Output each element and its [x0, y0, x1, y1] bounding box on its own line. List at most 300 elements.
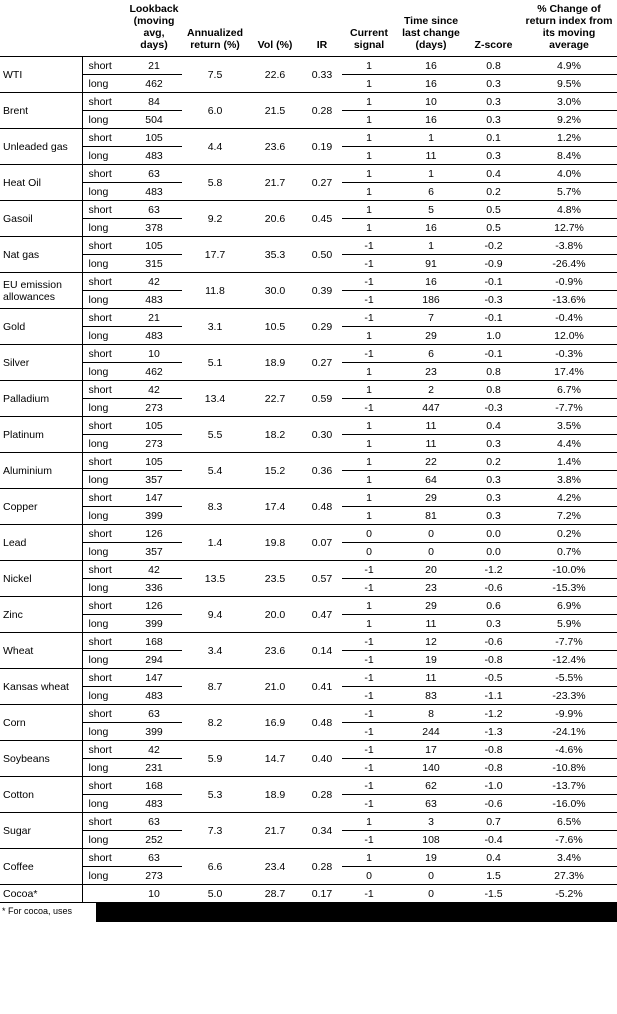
- instrument-name: Aluminium: [0, 453, 82, 489]
- term-label-long: long: [82, 759, 126, 777]
- pct-change-short: -0.3%: [521, 345, 617, 363]
- pct-change-short: 3.0%: [521, 93, 617, 111]
- col-header-lookback: Lookback (moving avg, days): [126, 0, 182, 57]
- lookback-long: 336: [126, 579, 182, 597]
- z-score-short: 0.3: [466, 489, 521, 507]
- pct-change-short: -10.0%: [521, 561, 617, 579]
- current-signal-long: 0: [342, 867, 396, 885]
- time-since-change-long: 11: [396, 615, 466, 633]
- instrument-name: Wheat: [0, 633, 82, 669]
- annualized-return: 13.4: [182, 381, 248, 417]
- lookback-short: 42: [126, 741, 182, 759]
- pct-change-long: 27.3%: [521, 867, 617, 885]
- term-label-long: long: [82, 507, 126, 525]
- instrument-name: Heat Oil: [0, 165, 82, 201]
- z-score-short: 0.1: [466, 129, 521, 147]
- vol: 16.9: [248, 705, 302, 741]
- pct-change-short: 4.2%: [521, 489, 617, 507]
- term-label-long: long: [82, 219, 126, 237]
- current-signal-short: 1: [342, 57, 396, 75]
- ir: 0.30: [302, 417, 342, 453]
- z-score-long: 0.3: [466, 111, 521, 129]
- lookback-long: 273: [126, 435, 182, 453]
- pct-change-long: -15.3%: [521, 579, 617, 597]
- time-since-change-long: 83: [396, 687, 466, 705]
- current-signal-long: -1: [342, 579, 396, 597]
- pct-change-long: 12.7%: [521, 219, 617, 237]
- pct-change-short: -9.9%: [521, 705, 617, 723]
- vol: 15.2: [248, 453, 302, 489]
- current-signal-long: 1: [342, 183, 396, 201]
- time-since-change-long: 16: [396, 219, 466, 237]
- term-label-long: long: [82, 183, 126, 201]
- current-signal-short: -1: [342, 273, 396, 291]
- time-since-change-long: 16: [396, 75, 466, 93]
- term-label-long: long: [82, 615, 126, 633]
- ir: 0.36: [302, 453, 342, 489]
- term-label-long: long: [82, 111, 126, 129]
- current-signal-short: 1: [342, 453, 396, 471]
- z-score-short: -0.1: [466, 309, 521, 327]
- term-label-long: long: [82, 687, 126, 705]
- time-since-change-long: 19: [396, 651, 466, 669]
- lookback-short: 21: [126, 309, 182, 327]
- lookback-short: 63: [126, 165, 182, 183]
- annualized-return: 7.3: [182, 813, 248, 849]
- annualized-return: 5.9: [182, 741, 248, 777]
- current-signal-long: 1: [342, 507, 396, 525]
- table-row: [0, 201, 617, 219]
- current-signal-long: -1: [342, 651, 396, 669]
- lookback-long: 315: [126, 255, 182, 273]
- footnote-text: * For cocoa, uses: [2, 906, 73, 917]
- time-since-change-single: 0: [396, 885, 466, 903]
- current-signal-short: -1: [342, 345, 396, 363]
- term-label-long: long: [82, 435, 126, 453]
- instrument-name: EU emission allowances: [0, 273, 82, 309]
- current-signal-long: 1: [342, 219, 396, 237]
- current-signal-long: -1: [342, 759, 396, 777]
- vol: 23.6: [248, 633, 302, 669]
- z-score-long: 0.3: [466, 507, 521, 525]
- z-score-short: -0.6: [466, 633, 521, 651]
- term-label-long: long: [82, 363, 126, 381]
- table-row: [0, 345, 617, 363]
- z-score-short: -0.1: [466, 345, 521, 363]
- term-label-single: [82, 885, 126, 903]
- pct-change-short: -0.4%: [521, 309, 617, 327]
- z-score-short: 0.4: [466, 165, 521, 183]
- lookback-short: 63: [126, 201, 182, 219]
- annualized-return: 13.5: [182, 561, 248, 597]
- col-header-time-since-last-change: Time since last change (days): [396, 0, 466, 57]
- pct-change-short: 3.4%: [521, 849, 617, 867]
- time-since-change-short: 8: [396, 705, 466, 723]
- current-signal-short: -1: [342, 633, 396, 651]
- ir: 0.17: [302, 885, 342, 903]
- pct-change-long: -26.4%: [521, 255, 617, 273]
- lookback-short: 84: [126, 93, 182, 111]
- instrument-name: Lead: [0, 525, 82, 561]
- vol: 21.5: [248, 93, 302, 129]
- z-score-short: -0.1: [466, 273, 521, 291]
- current-signal-short: 1: [342, 849, 396, 867]
- z-score-short: -1.0: [466, 777, 521, 795]
- pct-change-short: 4.9%: [521, 57, 617, 75]
- pct-change-short: -7.7%: [521, 633, 617, 651]
- z-score-long: -0.3: [466, 399, 521, 417]
- lookback-short: 105: [126, 129, 182, 147]
- annualized-return: 5.4: [182, 453, 248, 489]
- table-row: [0, 597, 617, 615]
- term-label-short: short: [82, 453, 126, 471]
- term-label-short: short: [82, 165, 126, 183]
- term-label-long: long: [82, 291, 126, 309]
- table-row: [0, 741, 617, 759]
- time-since-change-short: 12: [396, 633, 466, 651]
- current-signal-long: 1: [342, 147, 396, 165]
- lookback-short: 147: [126, 669, 182, 687]
- time-since-change-short: 1: [396, 165, 466, 183]
- col-header-annualized-return: Annualized return (%): [182, 0, 248, 57]
- annualized-return: 5.1: [182, 345, 248, 381]
- table-row: [0, 237, 617, 255]
- pct-change-short: 3.5%: [521, 417, 617, 435]
- vol: 30.0: [248, 273, 302, 309]
- current-signal-short: 1: [342, 201, 396, 219]
- term-label-long: long: [82, 543, 126, 561]
- pct-change-short: 4.0%: [521, 165, 617, 183]
- pct-change-short: 4.8%: [521, 201, 617, 219]
- time-since-change-long: 186: [396, 291, 466, 309]
- vol: 10.5: [248, 309, 302, 345]
- annualized-return: 11.8: [182, 273, 248, 309]
- term-label-long: long: [82, 327, 126, 345]
- instrument-name: Nat gas: [0, 237, 82, 273]
- table-row: [0, 885, 617, 903]
- instrument-name: Soybeans: [0, 741, 82, 777]
- z-score-long: -1.3: [466, 723, 521, 741]
- lookback-short: 126: [126, 525, 182, 543]
- ir: 0.40: [302, 741, 342, 777]
- lookback-long: 462: [126, 363, 182, 381]
- instrument-name: Corn: [0, 705, 82, 741]
- current-signal-short: -1: [342, 741, 396, 759]
- vol: 35.3: [248, 237, 302, 273]
- col-header-term: [82, 0, 126, 57]
- vol: 20.0: [248, 597, 302, 633]
- lookback-long: 252: [126, 831, 182, 849]
- z-score-short: 0.8: [466, 57, 521, 75]
- vol: 22.6: [248, 57, 302, 93]
- term-label-short: short: [82, 237, 126, 255]
- instrument-name: Zinc: [0, 597, 82, 633]
- time-since-change-long: 6: [396, 183, 466, 201]
- current-signal-short: 1: [342, 489, 396, 507]
- lookback-long: 399: [126, 723, 182, 741]
- table-row: [0, 561, 617, 579]
- pct-change-long: -24.1%: [521, 723, 617, 741]
- vol: 19.8: [248, 525, 302, 561]
- pct-change-short: 1.4%: [521, 453, 617, 471]
- lookback-short: 105: [126, 237, 182, 255]
- term-label-long: long: [82, 867, 126, 885]
- instrument-name: Copper: [0, 489, 82, 525]
- z-score-long: -0.6: [466, 795, 521, 813]
- lookback-short: 105: [126, 453, 182, 471]
- z-score-short: -1.2: [466, 561, 521, 579]
- lookback-short: 42: [126, 561, 182, 579]
- annualized-return: 3.4: [182, 633, 248, 669]
- vol: 28.7: [248, 885, 302, 903]
- term-label-long: long: [82, 399, 126, 417]
- term-label-long: long: [82, 723, 126, 741]
- current-signal-short: 1: [342, 129, 396, 147]
- time-since-change-short: 0: [396, 525, 466, 543]
- pct-change-long: 4.4%: [521, 435, 617, 453]
- current-signal-short: -1: [342, 237, 396, 255]
- pct-change-long: 5.7%: [521, 183, 617, 201]
- z-score-short: 0.7: [466, 813, 521, 831]
- annualized-return: 9.4: [182, 597, 248, 633]
- z-score-long: 0.3: [466, 471, 521, 489]
- term-label-short: short: [82, 741, 126, 759]
- instrument-name: Cotton: [0, 777, 82, 813]
- col-header-name: [0, 0, 82, 57]
- instrument-name: Sugar: [0, 813, 82, 849]
- ir: 0.33: [302, 57, 342, 93]
- z-score-short: 0.5: [466, 201, 521, 219]
- ir: 0.47: [302, 597, 342, 633]
- vol: 22.7: [248, 381, 302, 417]
- pct-change-long: 3.8%: [521, 471, 617, 489]
- time-since-change-short: 10: [396, 93, 466, 111]
- pct-change-long: 0.7%: [521, 543, 617, 561]
- table-row: [0, 381, 617, 399]
- annualized-return: 17.7: [182, 237, 248, 273]
- time-since-change-short: 29: [396, 597, 466, 615]
- lookback-long: 231: [126, 759, 182, 777]
- lookback-long: 378: [126, 219, 182, 237]
- table-row: [0, 57, 617, 75]
- time-since-change-short: 7: [396, 309, 466, 327]
- pct-change-long: 8.4%: [521, 147, 617, 165]
- z-score-short: -0.8: [466, 741, 521, 759]
- current-signal-long: -1: [342, 723, 396, 741]
- footnote: [0, 903, 617, 916]
- time-since-change-short: 5: [396, 201, 466, 219]
- current-signal-short: 0: [342, 525, 396, 543]
- table-row: [0, 813, 617, 831]
- current-signal-long: 1: [342, 111, 396, 129]
- ir: 0.28: [302, 93, 342, 129]
- lookback-long: 504: [126, 111, 182, 129]
- time-since-change-long: 0: [396, 867, 466, 885]
- time-since-change-long: 63: [396, 795, 466, 813]
- z-score-short: 0.2: [466, 453, 521, 471]
- time-since-change-long: 447: [396, 399, 466, 417]
- ir: 0.14: [302, 633, 342, 669]
- time-since-change-short: 16: [396, 57, 466, 75]
- lookback-short: 126: [126, 597, 182, 615]
- annualized-return: 3.1: [182, 309, 248, 345]
- current-signal-long: 1: [342, 363, 396, 381]
- annualized-return: 6.0: [182, 93, 248, 129]
- z-score-long: 0.3: [466, 75, 521, 93]
- current-signal-short: 1: [342, 597, 396, 615]
- annualized-return: 9.2: [182, 201, 248, 237]
- instrument-name: Nickel: [0, 561, 82, 597]
- table-row: [0, 633, 617, 651]
- term-label-short: short: [82, 201, 126, 219]
- ir: 0.29: [302, 309, 342, 345]
- pct-change-long: 5.9%: [521, 615, 617, 633]
- time-since-change-short: 19: [396, 849, 466, 867]
- term-label-short: short: [82, 381, 126, 399]
- annualized-return: 8.3: [182, 489, 248, 525]
- z-score-long: 1.0: [466, 327, 521, 345]
- z-score-long: -0.8: [466, 759, 521, 777]
- lookback-short: 10: [126, 345, 182, 363]
- table-row: [0, 273, 617, 291]
- table-row: [0, 417, 617, 435]
- ir: 0.50: [302, 237, 342, 273]
- pct-change-short: -0.9%: [521, 273, 617, 291]
- term-label-long: long: [82, 147, 126, 165]
- current-signal-long: -1: [342, 291, 396, 309]
- ir: 0.48: [302, 489, 342, 525]
- current-signal-long: 1: [342, 75, 396, 93]
- table-row: [0, 129, 617, 147]
- vol: 17.4: [248, 489, 302, 525]
- vol: 18.9: [248, 345, 302, 381]
- table-row: [0, 309, 617, 327]
- term-label-short: short: [82, 57, 126, 75]
- z-score-long: 0.3: [466, 615, 521, 633]
- pct-change-short: 0.2%: [521, 525, 617, 543]
- current-signal-long: -1: [342, 831, 396, 849]
- term-label-short: short: [82, 633, 126, 651]
- ir: 0.45: [302, 201, 342, 237]
- time-since-change-long: 64: [396, 471, 466, 489]
- current-signal-long: 1: [342, 435, 396, 453]
- current-signal-short: -1: [342, 777, 396, 795]
- term-label-long: long: [82, 471, 126, 489]
- time-since-change-long: 140: [396, 759, 466, 777]
- time-since-change-short: 17: [396, 741, 466, 759]
- time-since-change-short: 6: [396, 345, 466, 363]
- current-signal-long: 1: [342, 327, 396, 345]
- current-signal-long: -1: [342, 255, 396, 273]
- time-since-change-long: 0: [396, 543, 466, 561]
- vol: 18.9: [248, 777, 302, 813]
- annualized-return: 5.3: [182, 777, 248, 813]
- pct-change-long: 9.2%: [521, 111, 617, 129]
- col-header-z-score: Z-score: [466, 0, 521, 57]
- current-signal-short: -1: [342, 309, 396, 327]
- pct-change-long: -7.7%: [521, 399, 617, 417]
- z-score-long: 0.3: [466, 147, 521, 165]
- term-label-short: short: [82, 417, 126, 435]
- pct-change-long: -12.4%: [521, 651, 617, 669]
- lookback-short: 168: [126, 777, 182, 795]
- lookback-short: 63: [126, 705, 182, 723]
- ir: 0.57: [302, 561, 342, 597]
- term-label-short: short: [82, 777, 126, 795]
- time-since-change-short: 22: [396, 453, 466, 471]
- lookback-short: 21: [126, 57, 182, 75]
- z-score-long: 0.5: [466, 219, 521, 237]
- lookback-long: 483: [126, 147, 182, 165]
- pct-change-long: -7.6%: [521, 831, 617, 849]
- pct-change-single: -5.2%: [521, 885, 617, 903]
- lookback-short: 42: [126, 381, 182, 399]
- vol: 20.6: [248, 201, 302, 237]
- vol: 14.7: [248, 741, 302, 777]
- col-header-vol: Vol (%): [248, 0, 302, 57]
- z-score-long: 0.8: [466, 363, 521, 381]
- col-header-current-signal: Current signal: [342, 0, 396, 57]
- lookback-short: 168: [126, 633, 182, 651]
- instrument-name: Gasoil: [0, 201, 82, 237]
- term-label-short: short: [82, 309, 126, 327]
- ir: 0.28: [302, 777, 342, 813]
- z-score-short: -0.2: [466, 237, 521, 255]
- instrument-name: Palladium: [0, 381, 82, 417]
- vol: 21.0: [248, 669, 302, 705]
- pct-change-short: 6.5%: [521, 813, 617, 831]
- table-row: [0, 453, 617, 471]
- ir: 0.39: [302, 273, 342, 309]
- time-since-change-short: 62: [396, 777, 466, 795]
- lookback-long: 483: [126, 183, 182, 201]
- time-since-change-long: 11: [396, 435, 466, 453]
- pct-change-short: 1.2%: [521, 129, 617, 147]
- z-score-short: 0.0: [466, 525, 521, 543]
- term-label-short: short: [82, 705, 126, 723]
- z-score-short: 0.8: [466, 381, 521, 399]
- pct-change-long: -13.6%: [521, 291, 617, 309]
- table-header: [0, 0, 617, 57]
- z-score-long: 0.3: [466, 435, 521, 453]
- z-score-long: 0.2: [466, 183, 521, 201]
- lookback-long: 462: [126, 75, 182, 93]
- term-label-short: short: [82, 525, 126, 543]
- z-score-short: 0.3: [466, 93, 521, 111]
- current-signal-short: 1: [342, 165, 396, 183]
- z-score-short: -1.2: [466, 705, 521, 723]
- term-label-long: long: [82, 75, 126, 93]
- current-signal-short: 1: [342, 381, 396, 399]
- z-score-single: -1.5: [466, 885, 521, 903]
- term-label-long: long: [82, 795, 126, 813]
- instrument-name: Cocoa*: [0, 885, 82, 903]
- lookback-long: 357: [126, 471, 182, 489]
- redaction-bar: [96, 902, 617, 922]
- current-signal-short: -1: [342, 561, 396, 579]
- instrument-name: WTI: [0, 57, 82, 93]
- term-label-short: short: [82, 561, 126, 579]
- term-label-short: short: [82, 345, 126, 363]
- time-since-change-short: 3: [396, 813, 466, 831]
- time-since-change-short: 11: [396, 669, 466, 687]
- term-label-short: short: [82, 489, 126, 507]
- time-since-change-long: 108: [396, 831, 466, 849]
- z-score-short: 0.6: [466, 597, 521, 615]
- lookback-long: 399: [126, 507, 182, 525]
- annualized-return: 1.4: [182, 525, 248, 561]
- annualized-return: 5.8: [182, 165, 248, 201]
